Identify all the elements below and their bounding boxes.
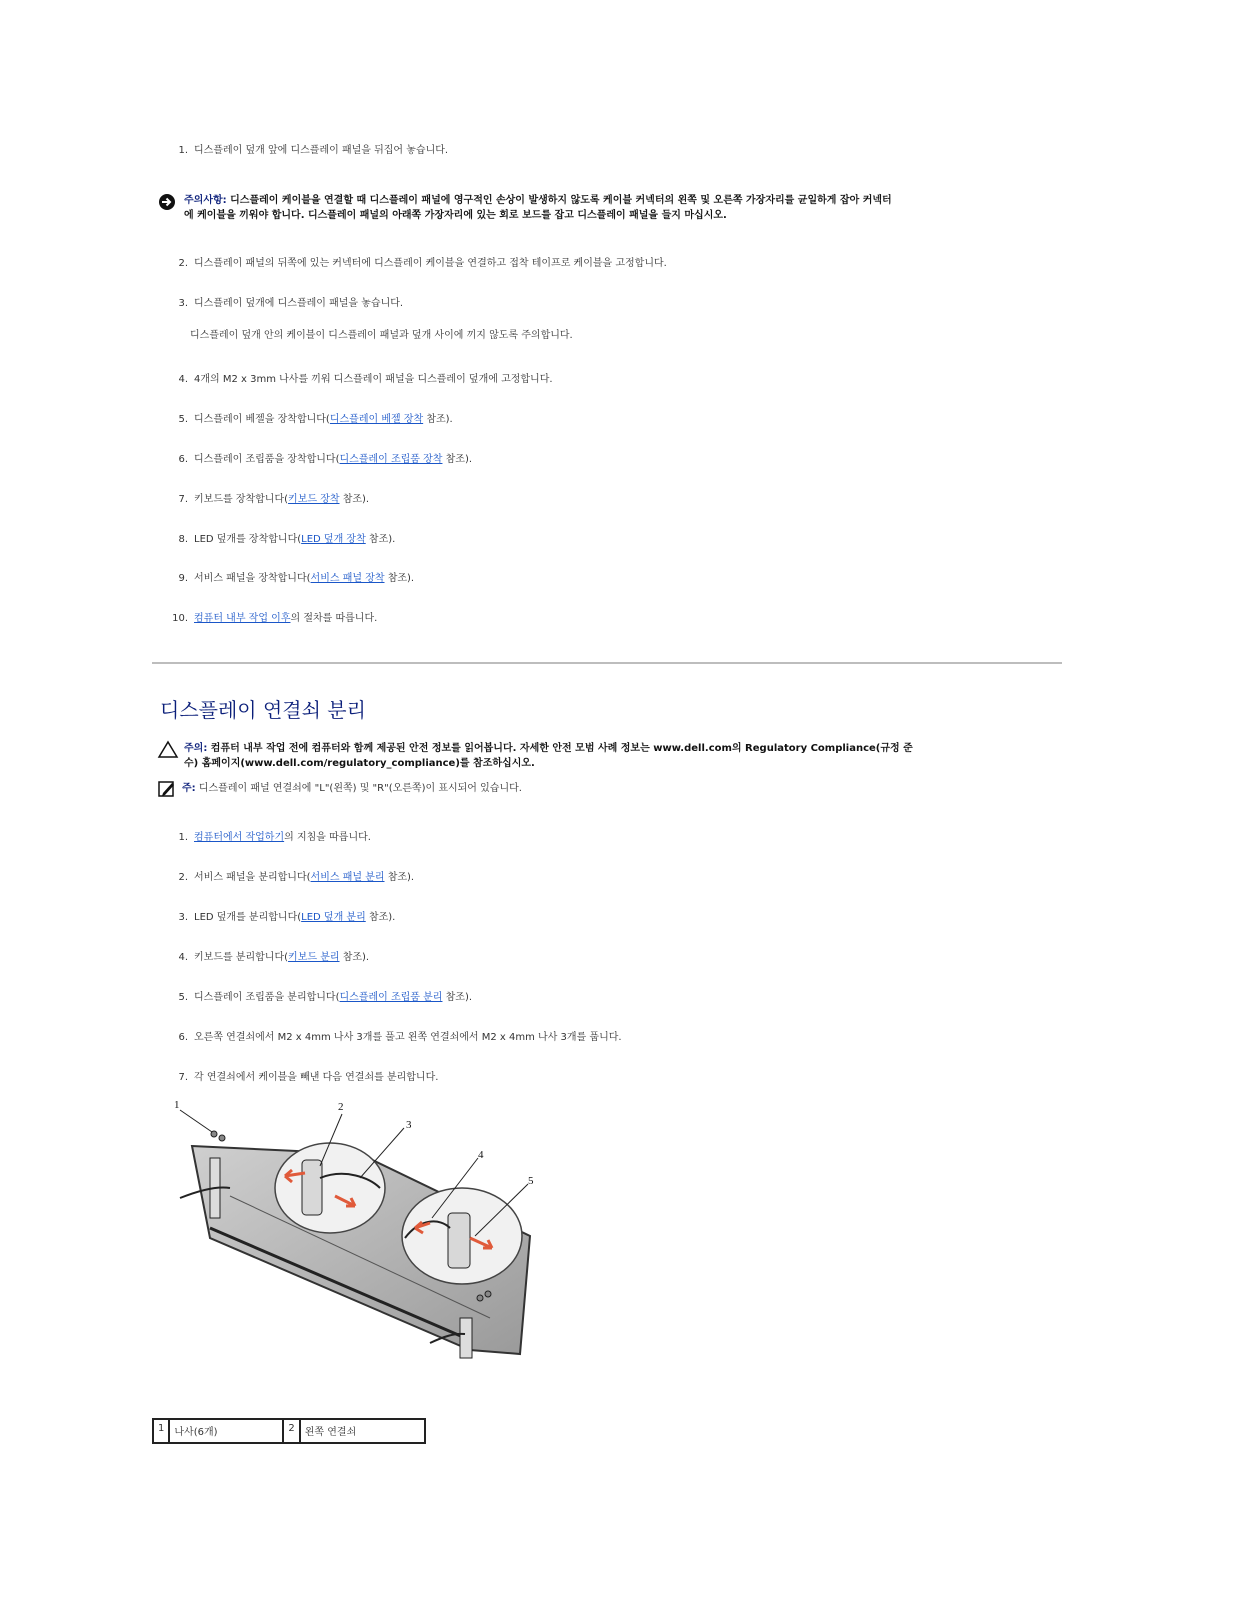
- step-text: 참조).: [423, 414, 453, 425]
- caution-text: 컴퓨터 내부 작업 전에 컴퓨터와 함께 제공된 안전 정보를 읽어봅니다. 자세한 안전 모범 사례 정보는 www.dell.com의 Regulatory Compliance(규정 준: [207, 743, 913, 754]
- step-text: 디스플레이 베젤을 장착합니다(: [194, 414, 330, 425]
- step-text: 키보드를 분리합니다(: [194, 952, 289, 963]
- step-number: 10.: [172, 613, 188, 624]
- link-display-assembly-remove[interactable]: 디스플레이 조립품 분리: [339, 992, 443, 1003]
- notice-icon: [158, 193, 176, 211]
- caution-block: [184, 741, 1084, 771]
- step-number: 5.: [178, 992, 188, 1003]
- legend-label: 나사(6개): [169, 1419, 283, 1443]
- notice-block: [184, 193, 1084, 223]
- list-item: [160, 533, 1060, 547]
- caution-text-2: 수) 홈페이지(www.dell.com/regulatory_compliance)를 참조하십시오.: [184, 758, 535, 769]
- list-item: [160, 297, 1060, 311]
- step-number: 1.: [178, 145, 188, 156]
- step-text: 참조).: [384, 573, 415, 584]
- note-block: [182, 781, 1082, 796]
- list-item: [160, 144, 1060, 158]
- callout-2: 2: [338, 1101, 344, 1113]
- step-number: 2.: [178, 872, 188, 883]
- section-heading: 디스플레이 연결쇠 분리: [160, 698, 366, 722]
- legend-label: 왼쪽 연결쇠: [300, 1419, 425, 1443]
- screw-icon: [477, 1295, 483, 1301]
- link-service-panel-install[interactable]: 서비스 패널 장착: [310, 573, 385, 584]
- step-number: 8.: [178, 534, 188, 545]
- callout-1: 1: [174, 1099, 180, 1111]
- caution-icon: [158, 741, 178, 758]
- figure-legend-table: [152, 1418, 426, 1444]
- note-pencil-icon: [158, 780, 176, 798]
- callout-4: 4: [478, 1149, 484, 1161]
- notice-label: 주의사항:: [184, 195, 227, 206]
- left-zoom-circle: [275, 1143, 385, 1233]
- step-number: 3.: [178, 298, 188, 309]
- step-number: 2.: [178, 258, 188, 269]
- link-keyboard-remove[interactable]: 키보드 분리: [288, 952, 340, 963]
- callout-leader: [180, 1110, 212, 1132]
- step-text: 서비스 패널을 장착합니다(: [194, 573, 311, 584]
- callout-3: 3: [406, 1119, 412, 1131]
- link-before-working[interactable]: 컴퓨터에서 작업하기: [194, 832, 285, 843]
- screw-icon: [485, 1291, 491, 1297]
- step-number: 1.: [178, 832, 188, 843]
- hinge-removal-figure: [170, 1099, 560, 1388]
- list-item: [160, 572, 1060, 586]
- legend-number: 2: [283, 1419, 299, 1443]
- step-number: 7.: [178, 1072, 188, 1083]
- link-led-cover-install[interactable]: LED 덮개 장착: [301, 534, 366, 545]
- step-text: 키보드를 장착합니다(: [194, 494, 289, 505]
- step-text: 각 연결쇠에서 케이블을 빼낸 다음 연결쇠를 분리합니다.: [194, 1072, 439, 1083]
- list-item: [160, 493, 1060, 507]
- step-text: LED 덮개를 분리합니다(: [194, 912, 302, 923]
- link-led-cover-remove[interactable]: LED 덮개 분리: [301, 912, 366, 923]
- step-number: 4.: [178, 952, 188, 963]
- callout-5: 5: [528, 1175, 534, 1187]
- step-text: 참조).: [339, 494, 370, 505]
- step-number: 5.: [178, 414, 188, 425]
- notice-text-2: 에 케이블을 끼워야 합니다. 디스플레이 패널의 아래쪽 가장자리에 있는 회로 보드를 잡고 디스플레이 패널을 들지 마십시오.: [184, 210, 727, 221]
- list-item: [160, 453, 1060, 467]
- list-item: [160, 1071, 1060, 1085]
- list-item: [160, 1031, 1060, 1045]
- link-after-working[interactable]: 컴퓨터 내부 작업 이후: [194, 613, 291, 624]
- step-text: 오른쪽 연결쇠에서 M2 x 4mm 나사 3개를 풀고 왼쪽 연결쇠에서 M2 x 4mm 나사 3개를 풉니다.: [194, 1032, 622, 1043]
- step-number: 6.: [178, 1032, 188, 1043]
- link-display-bezel-install[interactable]: 디스플레이 베젤 장착: [329, 414, 424, 425]
- link-keyboard-install[interactable]: 키보드 장착: [288, 494, 340, 505]
- note-label: 주:: [182, 783, 196, 794]
- list-item: [160, 871, 1060, 885]
- step-text: 디스플레이 조립품을 장착합니다(: [194, 454, 340, 465]
- step-text: 4개의 M2 x 3mm 나사를 끼워 디스플레이 패널을 디스플레이 덮개에 고정합니다.: [194, 374, 553, 385]
- list-item: [160, 413, 1060, 427]
- step-text: 참조).: [384, 872, 415, 883]
- section-divider: [152, 662, 1062, 664]
- step-number: 3.: [178, 912, 188, 923]
- link-service-panel-remove[interactable]: 서비스 패널 분리: [310, 872, 385, 883]
- step-text: 디스플레이 패널의 뒤쪽에 있는 커넥터에 디스플레이 케이블을 연결하고 접착 테이프로 케이블을 고정합니다.: [194, 258, 667, 269]
- note-text: 디스플레이 패널 연결쇠에 "L"(왼쪽) 및 "R"(오른쪽)이 표시되어 있습니다.: [195, 783, 522, 794]
- step-text: 참조).: [365, 534, 396, 545]
- list-item: [160, 831, 1060, 845]
- step-text: 참조).: [365, 912, 396, 923]
- step-number: 6.: [178, 454, 188, 465]
- screw-icon: [219, 1135, 225, 1141]
- step-number: 4.: [178, 374, 188, 385]
- list-item: [160, 373, 1060, 387]
- step-text: 참조).: [339, 952, 370, 963]
- list-item: [160, 951, 1060, 965]
- list-item: [160, 991, 1060, 1005]
- link-display-assembly-install[interactable]: 디스플레이 조립품 장착: [339, 454, 443, 465]
- step-text: 디스플레이 덮개에 디스플레이 패널을 놓습니다.: [194, 298, 404, 309]
- step-text: 참조).: [442, 454, 473, 465]
- step-number: 7.: [178, 494, 188, 505]
- legend-number: 1: [153, 1419, 169, 1443]
- right-hinge-detail: [448, 1213, 470, 1268]
- step-text: 의 절차를 따릅니다.: [290, 613, 378, 624]
- step-text: 디스플레이 덮개 앞에 디스플레이 패널을 뒤집어 놓습니다.: [194, 145, 449, 156]
- step-number: 9.: [178, 573, 188, 584]
- step-text: LED 덮개를 장착합니다(: [194, 534, 302, 545]
- table-row: [153, 1419, 425, 1443]
- list-item: [160, 911, 1060, 925]
- step-text: 참조).: [442, 992, 473, 1003]
- list-item: [160, 612, 1060, 626]
- step-text: 디스플레이 조립품을 분리합니다(: [194, 992, 340, 1003]
- left-hinge-detail: [302, 1160, 322, 1215]
- right-hinge: [460, 1318, 472, 1358]
- list-item: [160, 257, 1060, 271]
- step-text: 서비스 패널을 분리합니다(: [194, 872, 311, 883]
- caution-label: 주의:: [184, 743, 208, 754]
- step-text: 의 지침을 따릅니다.: [284, 832, 371, 843]
- step-subnote: 디스플레이 덮개 안의 케이블이 디스플레이 패널과 덮개 사이에 끼지 않도록 주의합니다.: [190, 330, 573, 341]
- notice-text: 디스플레이 케이블을 연결할 때 디스플레이 패널에 영구적인 손상이 발생하지 않도록 케이블 커넥터의 왼쪽 및 오른쪽 가장자리를 균일하게 잡아 커넥터: [226, 195, 892, 206]
